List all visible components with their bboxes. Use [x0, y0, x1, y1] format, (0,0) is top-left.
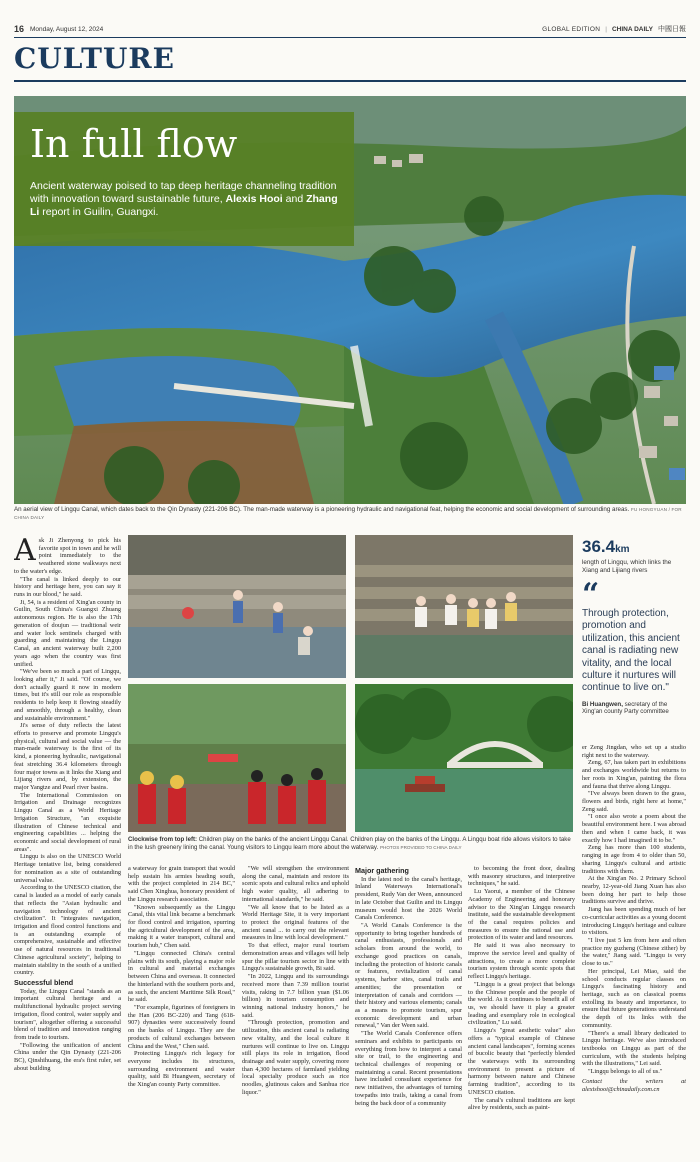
body-paragraph: "The canal is linked deeply to our history and heritage here, you can say it runs in our blood," he said. — [14, 575, 121, 599]
body-paragraph: Today, the Lingqu Canal "stands as an important cultural heritage and a multifunctional hydraulic project serving irrigation, flood control, water supply and tourism", altogether offering a successful blend of tradition and innovation ranging from trade to tourism. — [14, 987, 121, 1041]
body-paragraph: Lu Yaorui, a member of the Chinese Academy of Engineering and honorary advisor to the Xing'an Lingqu research institute, said the sustainable development of the canal requires policies and measures to ensure the rational use and protection of its water and land resources. — [468, 888, 575, 942]
article-column-6 — [582, 744, 686, 1151]
body-paragraph: According to the UNESCO citation, the canal is lauded as a model of early canals that reflects the "Asian hydraulic and navigation technology of ancient civilization". It "integrates navigation, irrigation and flood control functions and is an outstanding example of comprehensive, sustainable and effective use of natural resources in traditional Chinese agricultural society", helping to maintain stability in the south of a unified country. — [14, 884, 121, 977]
body-paragraph: "There's a small library dedicated to Lingqu heritage. We've also introduced textbooks on Lingqu as part of the curriculum, with the students helping with the illustrations," Lei said. — [582, 1029, 686, 1068]
page-number: 16 — [14, 24, 25, 34]
body-paragraph: "A World Canals Conference is the opportunity to bring together hundreds of canal enthusiasts, professionals and scholars from around the world, to exchange good practices on canals, including the protection of historic canals or features, revitalization of canal systems, harbor sites, canal trails and amenities; the presentation or interpretation of canals and corridors — their history and various elements; canals as a means to promote tourism, spur economic development and urban renewal," Van der Ween said. — [355, 922, 462, 1030]
body-paragraph: "For example, figurines of foreigners in the Han (206 BC-220) and Tang (618-907) dynasties were successively found on the banks of Lingqu. They are the products of cultural exchanges between China and the West," Chen said. — [128, 1003, 235, 1050]
stat-value: 36.4km — [582, 537, 630, 556]
issue-date: Monday, August 12, 2024 — [30, 25, 104, 33]
article-column-4 — [355, 865, 462, 1151]
body-paragraph: "In 2022, Lingqu and its surroundings received more than 7.39 million tourist visits, raking in 7.7 billion yuan ($1.06 billion) in tourism consumption and winning national industry honors," he said. — [242, 973, 349, 1019]
body-paragraph: He said it was also necessary to improve the service level and quality of attractions, to create a more complete tourism system through scenic spots that reflect Lingqu's heritage. — [468, 942, 575, 981]
photos-caption: Clockwise from top left: Children play on the banks of the ancient Lingqu Canal. Children play on the banks of the Lingqu. A Lingqu boat ride allows visitors to take in the lush greenery lining the canal. Young visitors to Lingqu learn more about the waterway. PHOTOS PROVIDED TO CHINA DAILY — [128, 836, 571, 851]
body-paragraph: er Zeng Jingdan, who set up a studio right next to the waterway. — [582, 744, 686, 759]
pull-quote — [582, 577, 686, 716]
photo-boat-ride-bridge — [355, 684, 573, 832]
body-paragraph: Zeng has more than 100 students, ranging in age from 4 to older than 50, sharing Lingqu's cultural and artistic traditions with them. — [582, 844, 686, 875]
byline-author-2: Zhang Li — [30, 193, 338, 218]
body-paragraph: a waterway for grain transport that would help sustain his armies heading south, with the project completed in 214 BC," said Chen Xinghua, honorary president of the Lingqu research association. — [128, 865, 235, 903]
body-paragraph: Lingqu is also on the UNESCO World Heritage tentative list, being considered for nomination as a site of outstanding universal value. — [14, 853, 121, 884]
article-column-2 — [128, 865, 235, 1151]
hero-caption: An aerial view of Lingqu Canal, which dates back to the Qin Dynasty (221-206 BC). The man-made waterway is a pioneering hydraulic and navigational feat, helping the economic and social development of surrounding areas. FU HONGYUAN / FOR CHINA DAILY — [14, 506, 682, 520]
body-paragraph: "Lingqu connected China's central plains with its south, playing a major role in cultural and material exchanges between China and overseas. It connected the hinterland with the southern ports and, as such, the ancient Maritime Silk Road," he said. — [128, 949, 235, 1004]
pull-quote-text: Through protection, promotion and utilization, this ancient canal is radiating new vitality, and the local culture it nurtures will continue to live on." — [582, 608, 680, 694]
body-paragraph: "I once also wrote a poem about the beautiful environment here. I was abroad then and when I came back, it was exactly how I had imagined it to be." — [582, 813, 686, 844]
stat-box — [582, 537, 686, 575]
headline: In full flow — [30, 122, 238, 166]
body-paragraph: Ji, 54, is a resident of Xing'an county in Guilin, South China's Guangxi Zhuang autonomous region. He is also the 17th generation of doujun — traditional weir and water lock sentinels charged with guarding and maintaining the Lingqu Canal, an ancient waterway built 2,200 years ago when the country was first unified. — [14, 598, 121, 668]
article-column-3 — [242, 865, 349, 1151]
masthead-brand: CHINA DAILY — [611, 25, 653, 33]
photo-young-visitors-group — [128, 684, 346, 832]
photo-children-by-water — [355, 535, 573, 678]
deck-subheadline: Ancient waterway poised to tap deep heritage channeling tradition with innovation toward sustainable future, Alexis Hooi and Zhang Li report in Guilin, Guangxi. — [30, 180, 338, 218]
hero-photo-credit: FU HONGYUAN / FOR CHINA DAILY — [14, 507, 682, 520]
dropcap: A — [14, 537, 36, 568]
photo-children-on-steps — [128, 535, 346, 678]
quote-mark-icon: “ — [582, 577, 600, 612]
body-paragraph: "I've always been drawn to the grass, flowers and birds, right here at home," Zeng said. — [582, 790, 686, 813]
subhead-major-gathering: Major gathering — [355, 866, 409, 875]
body-paragraph: "I live just 5 km from here and often practice my guzheng (Chinese zither) by the water," Jiang said. "Lingqu is very close to us." — [582, 936, 686, 968]
body-paragraph: Ji's sense of duty reflects the latest efforts to preserve and promote Lingqu's physical, cultural and social value — the man-made waterway is the first of its kind, a pioneering hydraulic, navigational feat stretching 36.4 kilometers through four major towns as it links the Xiang and Lijiang rivers and, by extension, the major Yangtze and Pearl river basins. — [14, 722, 121, 791]
contact-line: Contact the writers at alexishooi@chinadaily.com.cn — [582, 1077, 686, 1093]
body-paragraph: "We've been so much a part of Lingqu, looking after it," Ji said. "Of course, we don't actually guard it now in modern times, but it's still our role as responsible residents to help keep it flowing steadily and smoothly, through a healthy, clean and sustainable environment." — [14, 668, 121, 722]
edition-label: GLOBAL EDITION — [542, 25, 601, 33]
body-paragraph: The canal's cultural traditions are kept alive by residents, such as paint- — [468, 1096, 575, 1112]
body-paragraph: sk Ji Zhenyong to pick his favorite spot in town and he will point immediately to the weathered stone walkways next to the water's edge. — [14, 537, 121, 575]
body-paragraph: "Lingqu is a great project that belongs to the Chinese people and the people of the world. As it continues to benefit all of us, we should have it play a greater leading and exemplary role in ecological civilization," Lu said. — [468, 980, 575, 1027]
subhead-successful-blend: Successful blend — [14, 977, 74, 987]
stat-description: length of Lingqu, which links the Xiang and Lijiang rivers — [582, 559, 672, 574]
hero-aerial-photo — [14, 96, 686, 504]
body-paragraph: Her principal, Lei Miao, said the school conducts regular classes on Lingqu's fascinating history and heritage, such as on classical poems extolling its beauty and importance, to ensure that future generations understand the depth of its links with the community. — [582, 967, 686, 1029]
body-paragraph: to becoming the front door, dealing with masonry structures, and interpretive techniques," he said. — [468, 865, 575, 888]
body-paragraph: Protecting Lingqu's rich legacy for everyone includes its structures, surrounding environment and water quality, said Bi Huangwen, secretary of the Xing'an county Party committee. — [128, 1050, 235, 1089]
body-paragraph: "The World Canals Conference offers seminars and exhibits to participants on everything from how to interpret a canal site or trail, to the engineering and technical challenges of reopening or maintaining a canal. Recent presentations have included consultant experience for new initiatives, the advantages of turning towpaths into trails, taking a canal from being the back door of a community — [355, 1030, 462, 1107]
body-paragraph: At the Xing'an No. 2 Primary School nearby, 12-year-old Jiang Xuan has also been doing her part to help those traditions survive and thrive. — [582, 875, 686, 906]
column-1-after-paragraphs — [14, 988, 121, 1073]
article-column-5 — [468, 865, 575, 1151]
masthead-brand-cn: 中國日報 — [658, 26, 686, 33]
body-paragraph: Lingqu's "great aesthetic value" also offers a "typical example of Chinese ancient canal landscapes", forming scenes of bucolic beauty that "perfectly blended the waterways with its surrounding environment to present a picture of harmony between nature and Chinese farming tradition", according to its UNESCO citation. — [468, 1027, 575, 1096]
article-column-1 — [14, 537, 121, 1151]
body-paragraph: The International Commission on Irrigation and Drainage recognizes Lingqu Canal as a World Heritage Irrigation Structure, "an exquisite illustration of Chinese technical and engineering capabilities ... helping the economic and social development of rural areas". — [14, 791, 121, 853]
body-paragraph: Jiang has been spending much of her co-curricular activities as a young docent introducing Lingqu's heritage and culture to visitors. — [582, 906, 686, 937]
column-1-paragraphs — [14, 537, 121, 977]
body-paragraph: To that effect, major rural tourism demonstration areas and villages will help spur the pillar tourism sector in line with Lingqu's sustainable growth, Bi said. — [242, 942, 349, 973]
body-paragraph: "We all know that to be listed as a World Heritage Site, it is very important to protect the original features of the ancient canal ... to carry out the relevant measures in line with local development." — [242, 903, 349, 942]
pull-quote-attribution: Bi Huangwen, secretary of the Xing'an county Party committee — [582, 700, 669, 716]
headline-box — [14, 112, 354, 246]
section-title: CULTURE — [14, 42, 175, 75]
section-rule — [14, 80, 686, 82]
photos-credit: PHOTOS PROVIDED TO CHINA DAILY — [379, 844, 462, 850]
body-paragraph: "Following the unification of ancient China under the Qin Dynasty (221-206 BC), Qinshihuang, the era's first ruler, set about building — [14, 1041, 121, 1072]
header-rule — [14, 37, 686, 38]
body-paragraph: "Lingqu belongs to all of us." — [588, 1068, 663, 1076]
body-paragraph: Zeng, 67, has taken part in exhibitions and exchanges worldwide but returns to her roots in Xing'an, painting the flora and fauna that thrive along Lingqu. — [582, 759, 686, 790]
body-paragraph: "Known subsequently as the Lingqu Canal, this vital link became a benchmark for flood control and irrigation, spurring the agricultural development of the area, making it a water transport, cultural and tourism hub," Chen said. — [128, 903, 235, 950]
page-header: 16 Monday, August 12, 2024 GLOBAL EDITION | CHINA DAILY 中國日報 — [14, 24, 686, 34]
body-paragraph: "We will strengthen the environment along the canal, maintain and restore its scenic spots and cultural relics and uphold high water quality, all adhering to international standards," he said. — [242, 865, 349, 903]
byline-author-1: Alexis Hooi — [225, 193, 283, 205]
body-paragraph: "Through protection, promotion and utilization, this ancient canal is radiating new vitality, and the local culture it nurtures will continue to live on. Lingqu still plays its role in irrigation, flood drainage and water supply, covering more than 4,300 hectares of farmland yielding local specialty produce such as rice noodles, glutinous cakes and Sanhua rice liquor." — [242, 1019, 349, 1096]
body-paragraph: In the latest nod to the canal's heritage, Inland Waterways International's president, Rudy Van der Ween, announced in late October that Guilin and its Lingqu museum would host the 2026 World Canals Conference. — [355, 875, 462, 922]
